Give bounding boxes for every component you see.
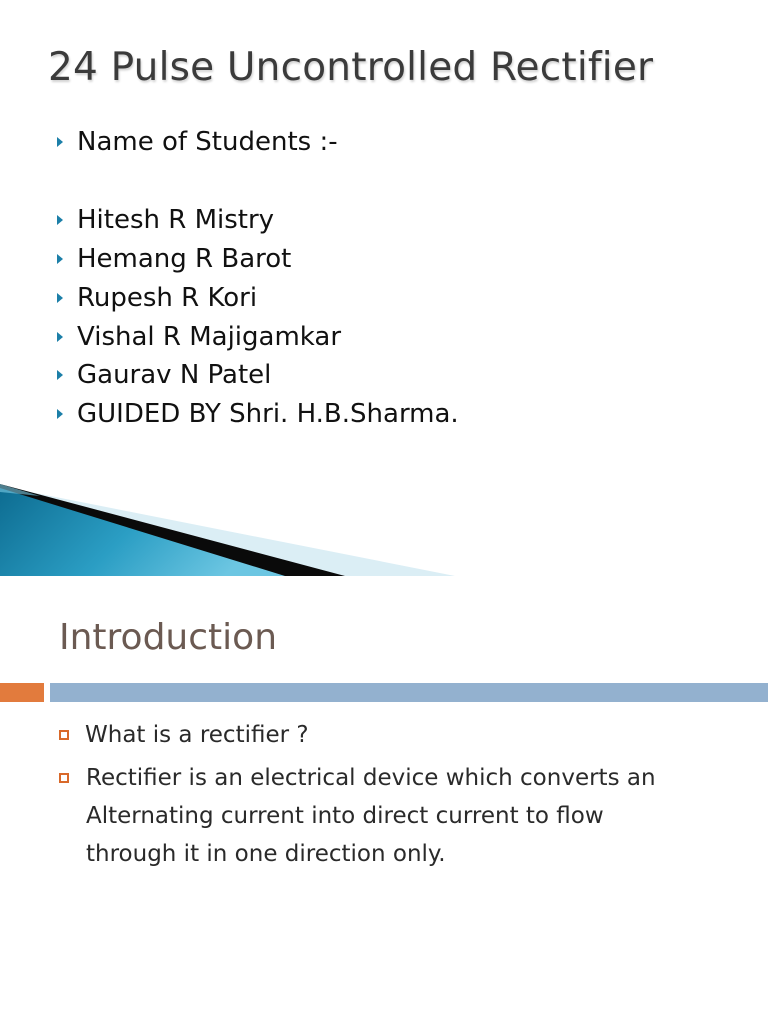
- list-item: [57, 397, 459, 431]
- accent-bar-orange: [0, 683, 44, 702]
- list-item-label: Hemang R Barot: [77, 244, 292, 274]
- list-item-label: Gaurav N Patel: [77, 360, 272, 390]
- arrow-bullet-icon: [57, 215, 63, 225]
- accent-bar-blue: [50, 683, 768, 702]
- question-item: [59, 718, 309, 752]
- list-item-label: Rupesh R Kori: [77, 283, 258, 313]
- arrow-bullet-icon: [57, 370, 63, 380]
- list-item: [57, 320, 341, 354]
- list-item-label: Vishal R Majigamkar: [77, 322, 342, 352]
- slide-1-title: 24 Pulse Uncontrolled Rectifier: [48, 45, 654, 90]
- arrow-bullet-icon: [57, 137, 63, 147]
- square-bullet-icon: [59, 773, 69, 783]
- list-item: [57, 125, 338, 159]
- decorative-swoosh: [0, 470, 768, 576]
- list-item: [57, 242, 291, 276]
- arrow-bullet-icon: [57, 254, 63, 264]
- list-item: [57, 281, 257, 315]
- arrow-bullet-icon: [57, 293, 63, 303]
- list-item: [57, 203, 274, 237]
- square-bullet-icon: [59, 730, 69, 740]
- list-item-label: Name of Students :-: [77, 127, 338, 157]
- definition-text: Rectifier is an electrical device which converts an Alternating current into direct current to flow through it in one direction only.: [86, 765, 656, 867]
- question-text: What is a rectifier ?: [85, 722, 309, 748]
- list-item-label: GUIDED BY Shri. H.B.Sharma.: [77, 399, 459, 429]
- arrow-bullet-icon: [57, 409, 63, 419]
- slide-2: [0, 576, 768, 1024]
- arrow-bullet-icon: [57, 332, 63, 342]
- definition-item: [59, 759, 749, 873]
- slide-2-title: Introduction: [59, 617, 278, 658]
- list-item: [57, 358, 271, 392]
- list-item-label: Hitesh R Mistry: [77, 205, 275, 235]
